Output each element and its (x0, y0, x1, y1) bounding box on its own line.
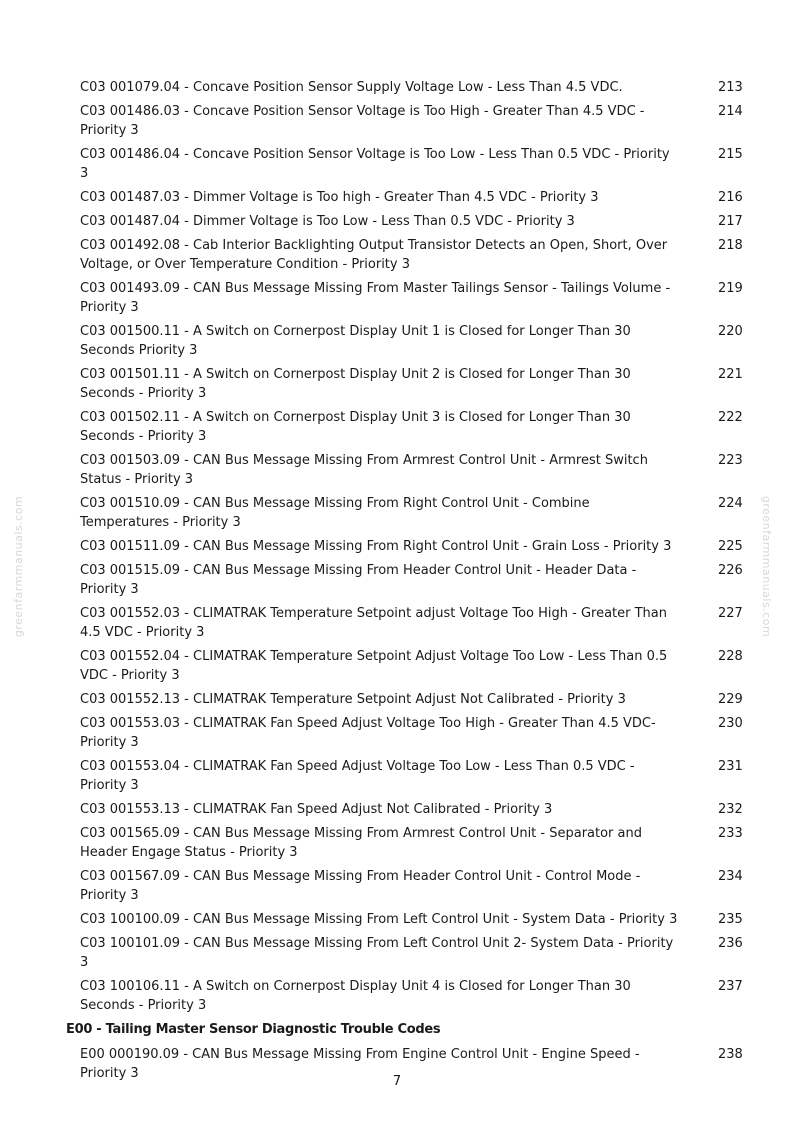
toc-entry-title: C03 001511.09 - CAN Bus Message Missing From Right Control Unit - Grain Loss - Priority 3 (80, 539, 672, 554)
toc-entry[interactable] (0, 824, 794, 862)
toc-entry-title: C03 001552.03 - CLIMATRAK Temperature Setpoint adjust Voltage Too High - Greater Than 4.5 VDC - Priority 3 (80, 606, 667, 640)
toc-entry[interactable] (0, 236, 794, 274)
toc-entry-page: 230 (718, 716, 743, 731)
toc-entry[interactable] (0, 212, 794, 231)
toc-entry[interactable] (0, 537, 794, 556)
toc-entry-title: C03 001553.13 - CLIMATRAK Fan Speed Adjust Not Calibrated - Priority 3 (80, 802, 553, 817)
toc-entry-page: 223 (718, 453, 743, 468)
toc-entry[interactable] (0, 451, 794, 489)
toc-entry-title: C03 100100.09 - CAN Bus Message Missing From Left Control Unit - System Data - Priority 3 (80, 912, 678, 927)
toc-entry[interactable] (0, 102, 794, 140)
toc-entry-title: C03 001500.11 - A Switch on Cornerpost Display Unit 1 is Closed for Longer Than 30 Seconds Priority 3 (80, 324, 631, 358)
toc-entry-page: 218 (718, 238, 743, 253)
toc-entry-title: C03 001487.03 - Dimmer Voltage is Too high - Greater Than 4.5 VDC - Priority 3 (80, 190, 599, 205)
toc-entry[interactable] (0, 561, 794, 599)
toc-entry-page: 225 (718, 539, 743, 554)
toc-entry-page: 217 (718, 214, 743, 229)
toc-entry-page: 238 (718, 1047, 743, 1062)
toc-entry-title: C03 001493.09 - CAN Bus Message Missing From Master Tailings Sensor - Tailings Volume - Priority 3 (80, 281, 671, 315)
toc-entry-title: C03 001486.03 - Concave Position Sensor Voltage is Too High - Greater Than 4.5 VDC - Priority 3 (80, 104, 645, 138)
toc-entry-page: 224 (718, 496, 743, 511)
toc-entry[interactable] (0, 690, 794, 709)
toc-entry-title: C03 100106.11 - A Switch on Cornerpost Display Unit 4 is Closed for Longer Than 30 Seconds - Priority 3 (80, 979, 631, 1013)
toc-entry-page: 231 (718, 759, 743, 774)
toc-entry-page: 227 (718, 606, 743, 621)
toc-entry-title: C03 001510.09 - CAN Bus Message Missing From Right Control Unit - Combine Temperatures - Priority 3 (80, 496, 590, 530)
toc-entry[interactable] (0, 188, 794, 207)
toc-entry-page: 226 (718, 563, 743, 578)
toc-entry[interactable] (0, 494, 794, 532)
table-of-contents (0, 78, 794, 1088)
toc-entry[interactable] (0, 867, 794, 905)
toc-entry[interactable] (0, 279, 794, 317)
toc-entry-title: C03 001567.09 - CAN Bus Message Missing From Header Control Unit - Control Mode - Priority 3 (80, 869, 641, 903)
toc-entry[interactable] (0, 800, 794, 819)
toc-entry-title: C03 001079.04 - Concave Position Sensor Supply Voltage Low - Less Than 4.5 VDC. (80, 80, 623, 95)
toc-entry-page: 214 (718, 104, 743, 119)
toc-entry[interactable] (0, 647, 794, 685)
toc-entry-title: E00 000190.09 - CAN Bus Message Missing From Engine Control Unit - Engine Speed - Priority 3 (80, 1047, 640, 1081)
toc-entry-title: C03 001553.04 - CLIMATRAK Fan Speed Adjust Voltage Too Low - Less Than 0.5 VDC - Priority 3 (80, 759, 635, 793)
toc-entry-title: C03 001487.04 - Dimmer Voltage is Too Low - Less Than 0.5 VDC - Priority 3 (80, 214, 575, 229)
toc-entry-title: C03 001503.09 - CAN Bus Message Missing From Armrest Control Unit - Armrest Switch Status - Priority 3 (80, 453, 648, 487)
toc-entry-title: C03 001486.04 - Concave Position Sensor Voltage is Too Low - Less Than 0.5 VDC - Priority 3 (80, 147, 670, 181)
toc-entry-page: 215 (718, 147, 743, 162)
toc-entry-title: C03 001565.09 - CAN Bus Message Missing From Armrest Control Unit - Separator and Header Engage Status - Priority 3 (80, 826, 642, 860)
toc-entry[interactable] (0, 934, 794, 972)
toc-entry-title: C03 001553.03 - CLIMATRAK Fan Speed Adjust Voltage Too High - Greater Than 4.5 VDC- Priority 3 (80, 716, 656, 750)
toc-entry[interactable] (0, 910, 794, 929)
watermark-left: greenfarmmanuals.com (12, 495, 26, 638)
toc-entry-title: C03 001552.04 - CLIMATRAK Temperature Setpoint Adjust Voltage Too Low - Less Than 0.5 VDC - Priority 3 (80, 649, 668, 683)
toc-entry[interactable] (0, 604, 794, 642)
toc-entry-page: 216 (718, 190, 743, 205)
toc-entry-page: 229 (718, 692, 743, 707)
toc-entry[interactable] (0, 365, 794, 403)
toc-entry[interactable] (0, 408, 794, 446)
toc-entry-page: 222 (718, 410, 743, 425)
toc-entry-page: 237 (718, 979, 743, 994)
toc-entry-title: C03 001552.13 - CLIMATRAK Temperature Setpoint Adjust Not Calibrated - Priority 3 (80, 692, 626, 707)
toc-entry-title: C03 001492.08 - Cab Interior Backlighting Output Transistor Detects an Open, Short, Over Voltage, or Over Temperature Condition - Priority 3 (80, 238, 668, 272)
toc-entry-title: C03 001501.11 - A Switch on Cornerpost Display Unit 2 is Closed for Longer Than 30 Seconds - Priority 3 (80, 367, 631, 401)
toc-entry[interactable] (0, 977, 794, 1015)
toc-entry[interactable] (0, 145, 794, 183)
toc-entry-page: 219 (718, 281, 743, 296)
toc-entry-title: C03 100101.09 - CAN Bus Message Missing From Left Control Unit 2- System Data - Priority 3 (80, 936, 674, 970)
toc-entry-page: 213 (718, 80, 743, 95)
toc-entry[interactable] (0, 757, 794, 795)
toc-entry-page: 221 (718, 367, 743, 382)
toc-entry-page: 235 (718, 912, 743, 927)
section-heading-e00: E00 - Tailing Master Sensor Diagnostic Trouble Codes (66, 1022, 441, 1037)
c03-entry-list (0, 78, 794, 1015)
toc-entry-page: 220 (718, 324, 743, 339)
toc-entry-page: 236 (718, 936, 743, 951)
page-number: 7 (392, 1074, 402, 1089)
toc-entry-page: 228 (718, 649, 743, 664)
toc-entry-title: C03 001502.11 - A Switch on Cornerpost Display Unit 3 is Closed for Longer Than 30 Seconds - Priority 3 (80, 410, 631, 444)
toc-entry-title: C03 001515.09 - CAN Bus Message Missing From Header Control Unit - Header Data - Priority 3 (80, 563, 637, 597)
toc-entry[interactable] (0, 322, 794, 360)
toc-entry[interactable] (0, 78, 794, 97)
watermark-right: greenfarmmanuals.com (760, 495, 774, 638)
toc-entry-page: 234 (718, 869, 743, 884)
toc-entry-page: 233 (718, 826, 743, 841)
toc-entry-page: 232 (718, 802, 743, 817)
toc-entry[interactable] (0, 714, 794, 752)
